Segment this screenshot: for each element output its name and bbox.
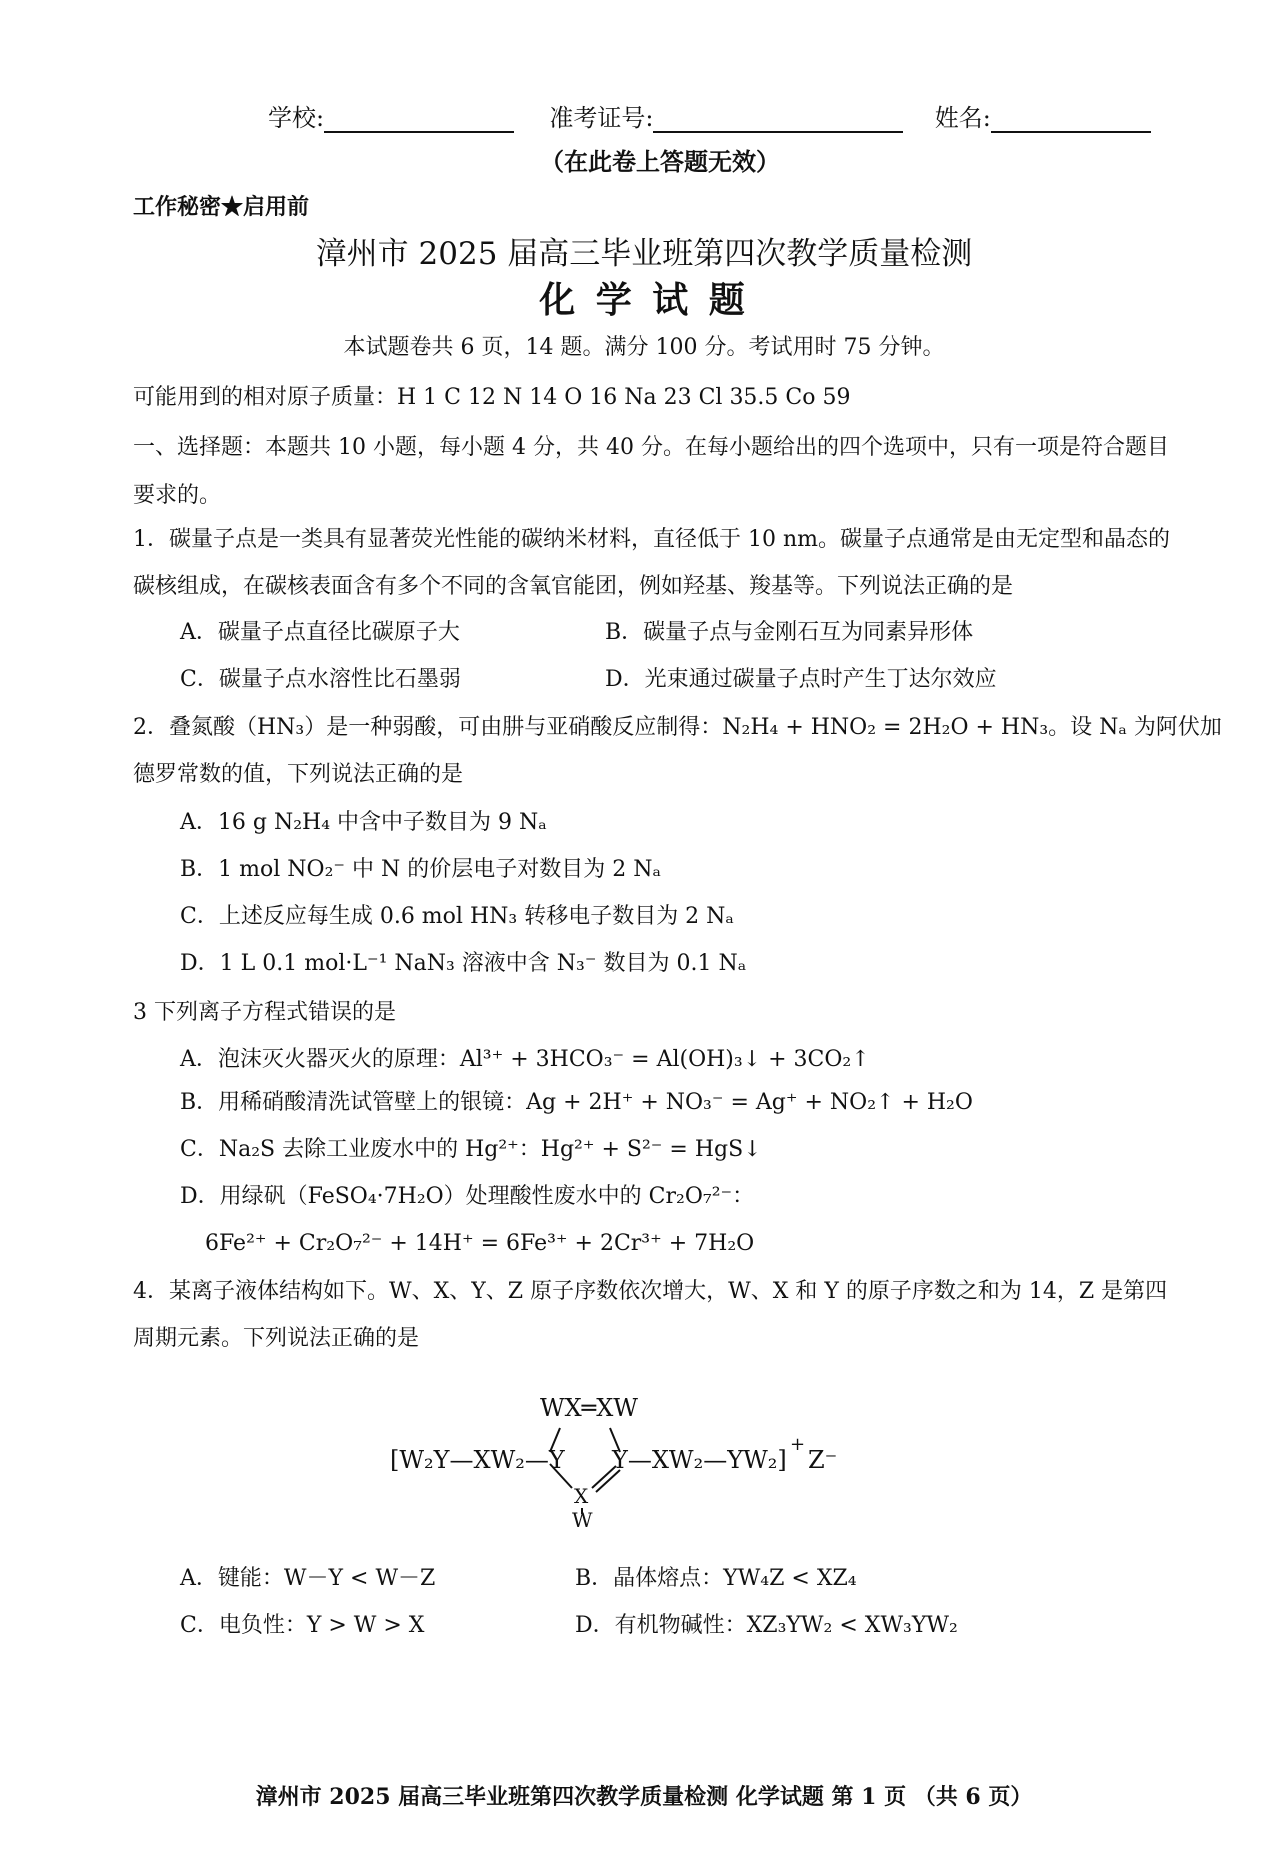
q4-option-d: D．有机物碱性：XZ₃YW₂ < XW₃YW₂ [575,1613,958,1638]
atomic-masses: 可能用到的相对原子质量：H 1 C 12 N 14 O 16 Na 23 Cl 35.5 Co 59 [133,385,851,410]
q3-option-b: B．用稀硝酸清洗试管壁上的银镜：Ag + 2H⁺ + NO₃⁻ = Ag⁺ + NO₂↑ + H₂O [180,1090,973,1115]
school-label: 学校: [268,104,325,132]
page-footer: 漳州市 2025 届高三毕业班第四次教学质量检测 化学试题 第 1 页 （共 6 页） [255,1784,1033,1810]
q1-option-d: D．光束通过碳量子点时产生丁达尔效应 [605,667,997,692]
exam-no-blank [653,105,903,133]
q4-stem-line1: 4．某离子液体结构如下。W、X、Y、Z 原子序数依次增大，W、X 和 Y 的原子序数之和为 14，Z 是第四 [133,1279,1168,1304]
q4-option-b: B．晶体熔点：YW₄Z < XZ₄ [575,1566,857,1591]
subject-title: 化 学 试 题 [539,279,749,321]
q1-option-b: B．碳量子点与金刚石互为同素异形体 [605,620,974,645]
name-label: 姓名: [934,104,991,132]
q1-option-c: C．碳量子点水溶性比石墨弱 [180,667,461,692]
q2-stem-line2: 德罗常数的值，下列说法正确的是 [133,762,464,787]
structure-left: [W₂Y—XW₂—Y [390,1446,565,1474]
exam-info: 本试题卷共 6 页，14 题。满分 100 分。考试用时 75 分钟。 [343,335,945,360]
q2-option-d: D．1 L 0.1 mol·L⁻¹ NaN₃ 溶液中含 N₃⁻ 数目为 0.1 Nₐ [180,951,747,976]
structure-anion: Z⁻ [808,1446,838,1474]
q2-option-b: B．1 mol NO₂⁻ 中 N 的价层电子对数目为 2 Nₐ [180,857,661,882]
q4-stem-line2: 周期元素。下列说法正确的是 [133,1326,420,1351]
section1-line1: 一、选择题：本题共 10 小题，每小题 4 分，共 40 分。在每小题给出的四个选项中，只有一项是符合题目 [133,435,1169,460]
structure-top: WX═XW [540,1394,638,1422]
secret-note: 工作秘密★启用前 [133,194,310,220]
ionic-liquid-structure [380,1380,900,1530]
header-fields [268,98,1151,133]
q1-option-a: A．碳量子点直径比碳原子大 [180,620,460,645]
q1-stem-line1: 1．碳量子点是一类具有显著荧光性能的碳纳米材料，直径低于 10 nm。碳量子点通常是由无定型和晶态的 [133,527,1171,552]
name-blank [991,105,1151,133]
q3-stem: 3 下列离子方程式错误的是 [133,1000,396,1025]
q4-option-a: A．键能：W－Y < W－Z [180,1566,436,1591]
structure-bottom-x: X [574,1484,589,1508]
exam-no-label: 准考证号: [549,104,654,132]
q3-option-c: C．Na₂S 去除工业废水中的 Hg²⁺：Hg²⁺ + S²⁻ = HgS↓ [180,1137,762,1162]
q2-option-c: C．上述反应每生成 0.6 mol HN₃ 转移电子数目为 2 Nₐ [180,904,734,929]
q3-option-d-equation: 6Fe²⁺ + Cr₂O₇²⁻ + 14H⁺ = 6Fe³⁺ + 2Cr³⁺ + 7H₂O [205,1231,755,1256]
q1-stem-line2: 碳核组成，在碳核表面含有多个不同的含氧官能团，例如羟基、羧基等。下列说法正确的是 [133,574,1014,599]
q2-option-a: A．16 g N₂H₄ 中含中子数目为 9 Nₐ [180,810,547,835]
structure-bottom-w: W [572,1508,593,1532]
q3-option-d: D．用绿矾（FeSO₄·7H₂O）处理酸性废水中的 Cr₂O₇²⁻： [180,1184,755,1209]
exam-title: 漳州市 2025 届高三毕业班第四次教学质量检测 [315,236,973,272]
q4-option-c: C．电负性：Y > W > X [180,1613,425,1638]
section1-line2: 要求的。 [133,483,222,508]
invalid-note: （在此卷上答题无效） [540,147,780,176]
q3-option-a: A．泡沫灭火器灭火的原理：Al³⁺ + 3HCO₃⁻ = Al(OH)₃↓ + 3CO₂↑ [180,1047,870,1072]
structure-charge: + [790,1434,806,1455]
school-blank [324,105,514,133]
q2-stem-line1: 2．叠氮酸（HN₃）是一种弱酸，可由肼与亚硝酸反应制得：N₂H₄ + HNO₂ = 2H₂O + HN₃。设 Nₐ 为阿伏加 [133,715,1222,740]
structure-right: Y—XW₂—YW₂] [612,1446,787,1474]
